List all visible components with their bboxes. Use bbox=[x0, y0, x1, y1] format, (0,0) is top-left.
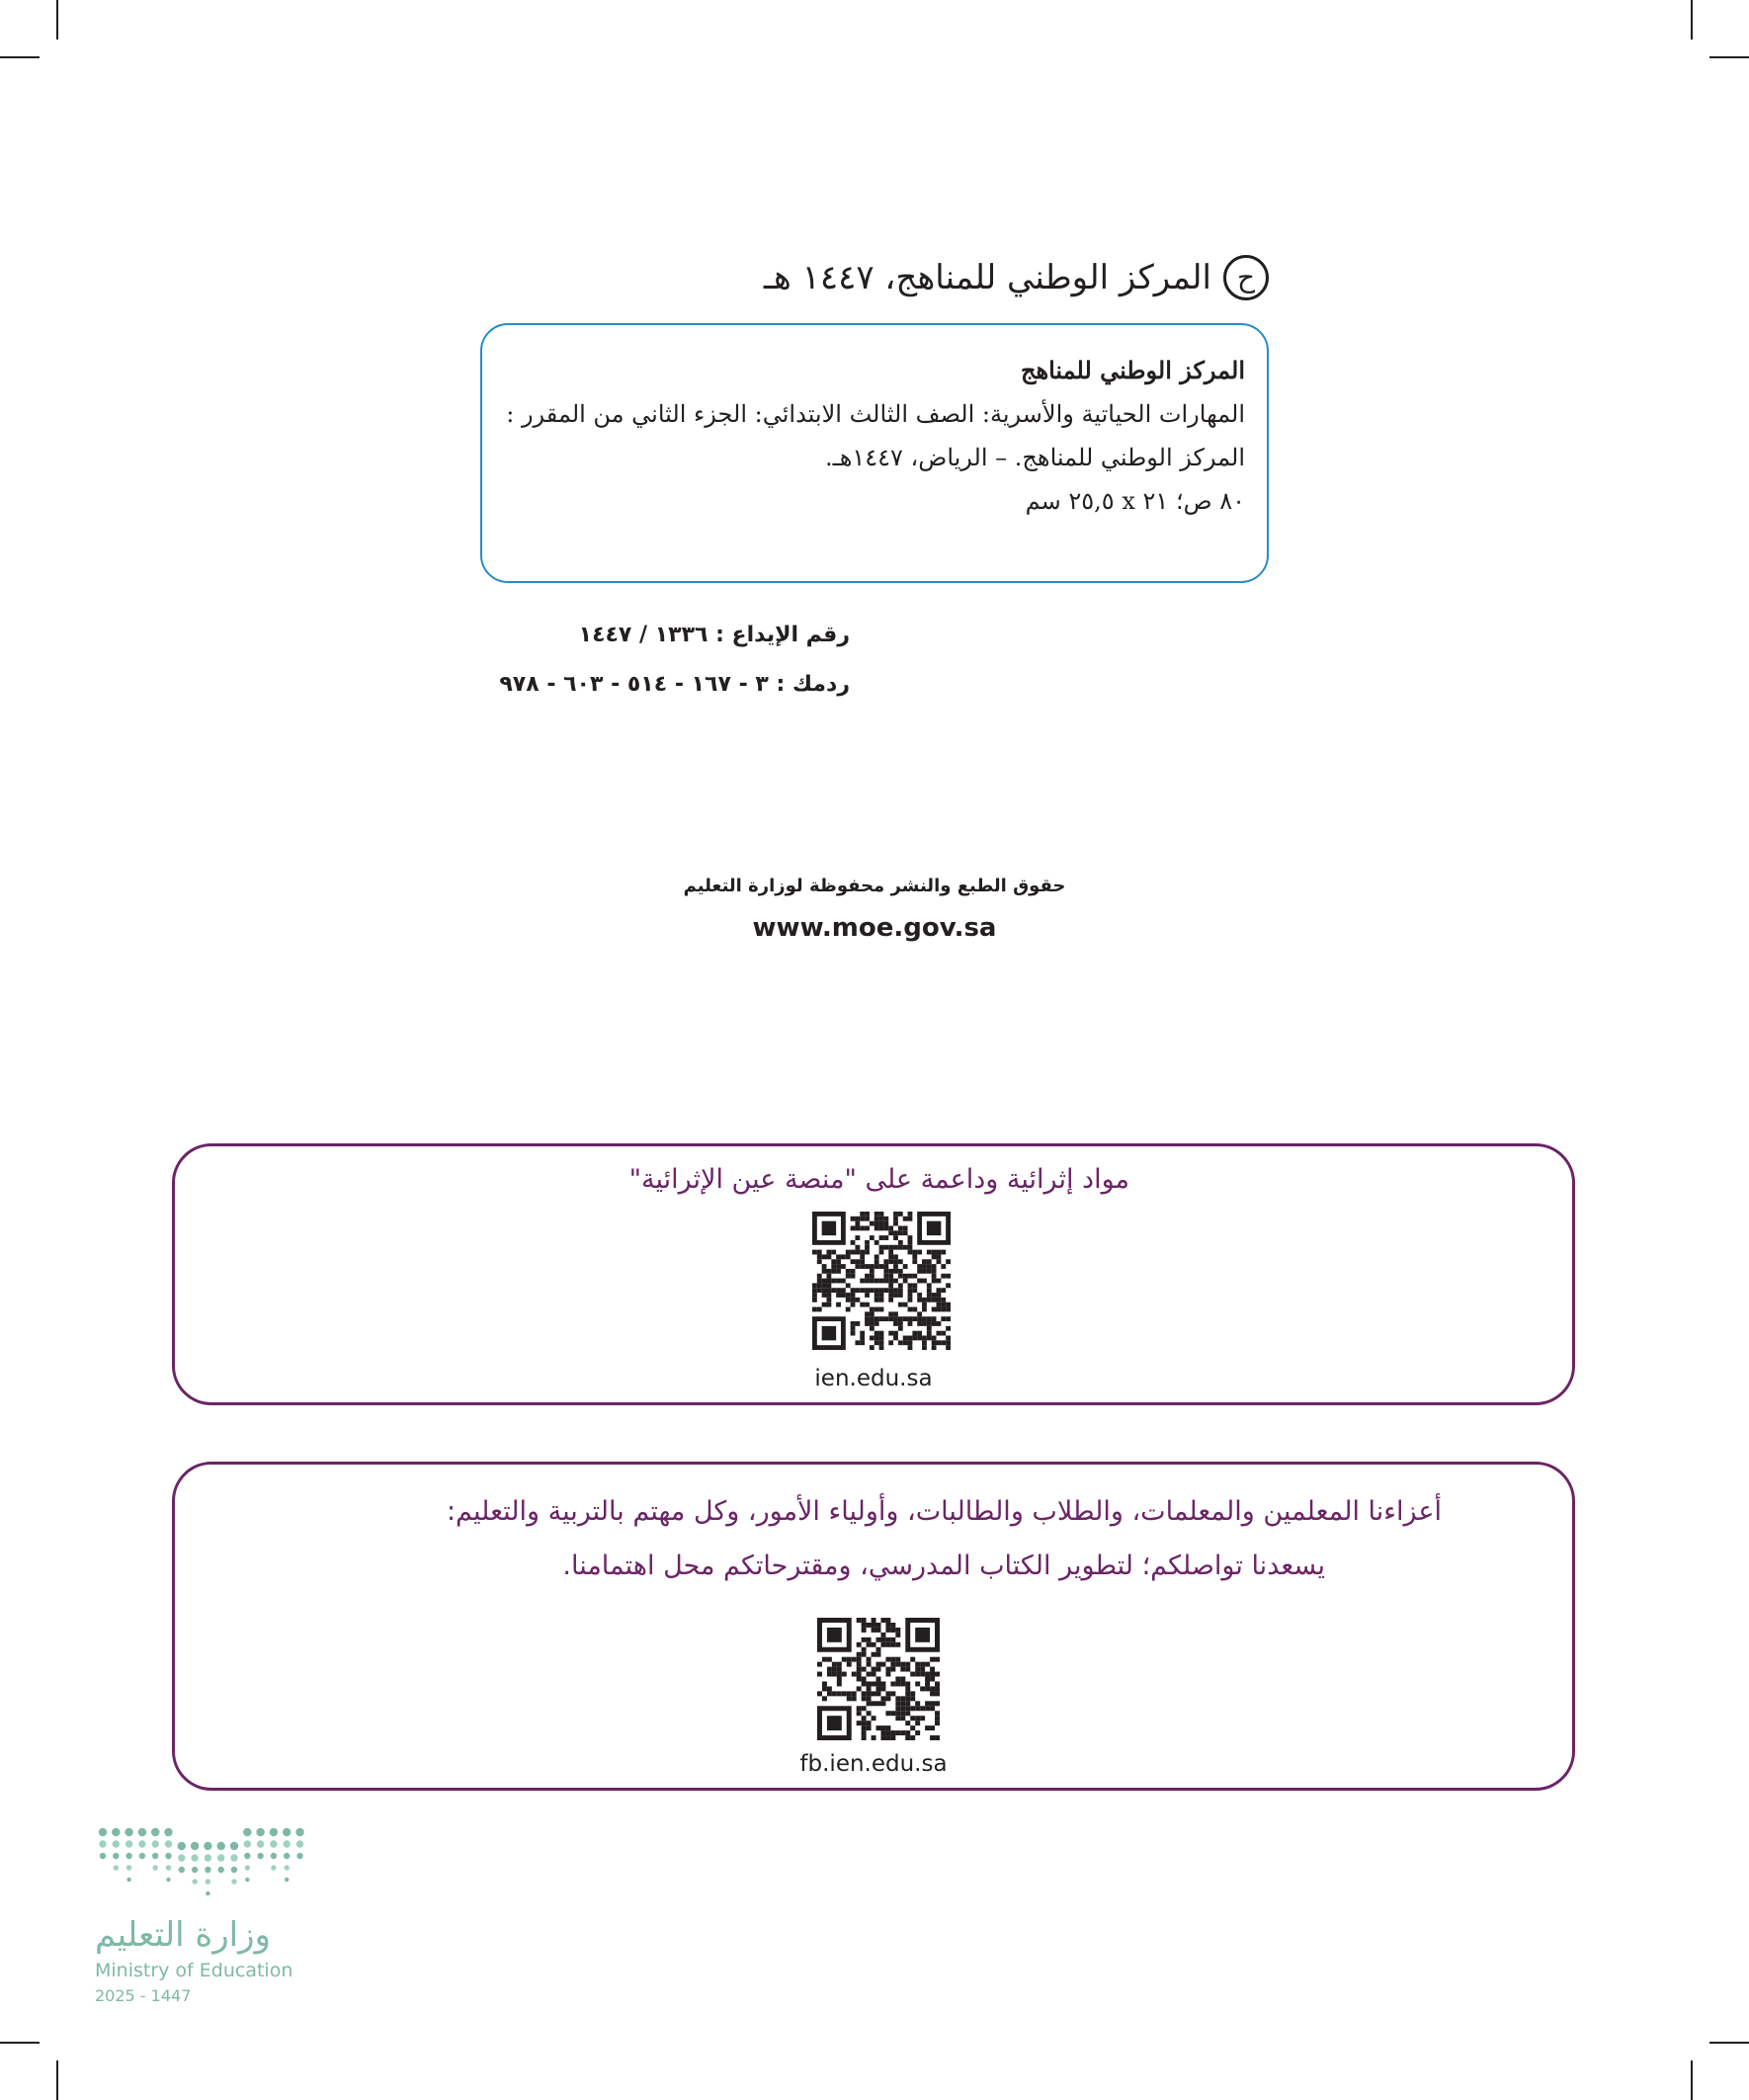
ministry-logo-icon bbox=[95, 1824, 312, 1895]
logo-year: 2025 - 1447 bbox=[95, 1986, 192, 2005]
crop-mark bbox=[1691, 0, 1693, 40]
qr-url[interactable]: fb.ien.edu.sa bbox=[799, 1751, 948, 1777]
feedback-line: يسعدنا تواصلكم؛ لتطوير الكتاب المدرسي، ومقترحاتكم محل اهتمامنا. bbox=[562, 1551, 1325, 1581]
copyright-title: المركز الوطني للمناهج، ١٤٤٧ هـ bbox=[763, 258, 1211, 297]
crop-mark bbox=[1709, 56, 1749, 58]
qr-url[interactable]: ien.edu.sa bbox=[814, 1366, 933, 1391]
feedback-line: أعزاءنا المعلمين والمعلمات، والطلاب والطالبات، وأولياء الأمور، وكل مهتم بالتربية والتعليم: bbox=[446, 1496, 1442, 1527]
qr-code[interactable] bbox=[812, 1212, 951, 1350]
crop-mark bbox=[0, 2042, 40, 2044]
catalog-line: ٨٠ ص؛ ٢١ x ٢٥,٥ سم bbox=[1025, 487, 1245, 515]
copyright-heading bbox=[764, 255, 1269, 300]
enrichment-box bbox=[172, 1143, 1575, 1405]
catalog-author: المركز الوطني للمناهج bbox=[1020, 356, 1245, 384]
website-link[interactable]: www.moe.gov.sa bbox=[752, 913, 997, 943]
copyright-symbol: ح bbox=[1223, 255, 1269, 300]
isbn: ردمك : ٣ - ١٦٧ - ٥١٤ - ٦٠٣ - ٩٧٨ bbox=[499, 672, 850, 697]
enrichment-text: مواد إثرائية وداعمة على "منصة عين الإثرائية" bbox=[628, 1164, 1129, 1195]
crop-mark bbox=[1709, 2042, 1749, 2044]
logo-arabic-text: وزارة التعليم bbox=[95, 1915, 271, 1955]
qr-code[interactable] bbox=[817, 1618, 940, 1740]
logo-english-text: Ministry of Education bbox=[95, 1960, 293, 1981]
feedback-box bbox=[172, 1462, 1575, 1791]
cataloging-box bbox=[480, 323, 1269, 583]
crop-mark bbox=[56, 2060, 58, 2100]
crop-mark bbox=[1691, 2060, 1693, 2100]
rights-text: حقوق الطبع والنشر محفوظة لوزارة التعليم bbox=[683, 876, 1066, 896]
crop-mark bbox=[56, 0, 58, 40]
catalog-line: المركز الوطني للمناهج. – الرياض، ١٤٤٧هـ. bbox=[825, 444, 1245, 471]
crop-mark bbox=[0, 56, 40, 58]
catalog-line: المهارات الحياتية والأسرية: الصف الثالث الابتدائي: الجزء الثاني من المقرر : bbox=[506, 400, 1245, 428]
deposit-number: رقم الإيداع : ١٣٣٦ / ١٤٤٧ bbox=[578, 623, 850, 647]
